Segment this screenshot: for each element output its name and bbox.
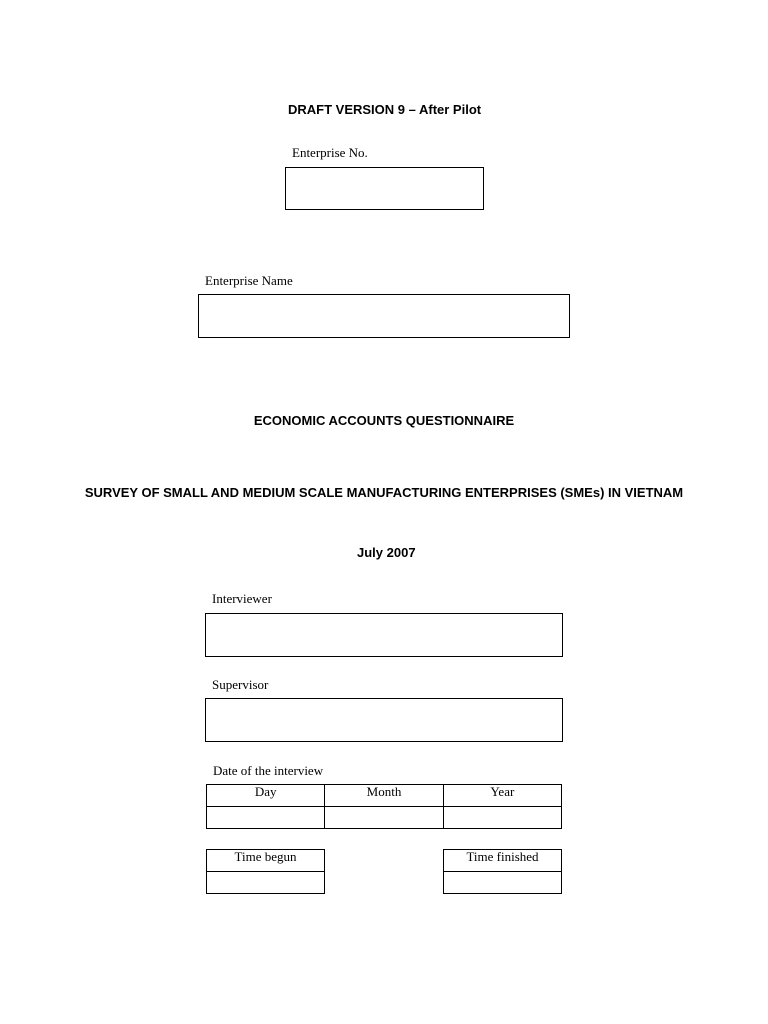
enterprise-number-field[interactable]	[285, 167, 484, 210]
enterprise-name-field[interactable]	[198, 294, 570, 338]
time-begun-input[interactable]	[207, 872, 325, 894]
time-begun-table	[206, 849, 325, 894]
interviewer-field[interactable]	[205, 613, 563, 657]
day-input[interactable]	[207, 807, 325, 829]
month-column-header: Month	[325, 785, 443, 807]
enterprise-number-label: Enterprise No.	[292, 145, 368, 160]
interviewer-label: Interviewer	[212, 591, 272, 606]
enterprise-name-label: Enterprise Name	[205, 273, 293, 288]
time-finished-input[interactable]	[444, 872, 562, 894]
survey-title: SURVEY OF SMALL AND MEDIUM SCALE MANUFACTURING ENTERPRISES (SMEs) IN VIETNAM	[84, 485, 684, 500]
questionnaire-title: ECONOMIC ACCOUNTS QUESTIONNAIRE	[253, 413, 515, 428]
interview-date-label: Date of the interview	[213, 763, 324, 778]
day-column-header: Day	[207, 785, 325, 807]
interview-date-value-row	[207, 807, 562, 829]
year-input[interactable]	[443, 807, 561, 829]
supervisor-label: Supervisor	[212, 677, 269, 692]
time-finished-header: Time finished	[444, 850, 562, 872]
interview-date-table	[206, 784, 562, 829]
month-input[interactable]	[325, 807, 443, 829]
interview-date-header-row	[207, 785, 562, 807]
draft-version-heading: DRAFT VERSION 9 – After Pilot	[288, 102, 482, 117]
time-finished-table	[443, 849, 562, 894]
year-column-header: Year	[443, 785, 561, 807]
supervisor-field[interactable]	[205, 698, 563, 742]
survey-date: July 2007	[357, 545, 416, 560]
time-begun-header: Time begun	[207, 850, 325, 872]
